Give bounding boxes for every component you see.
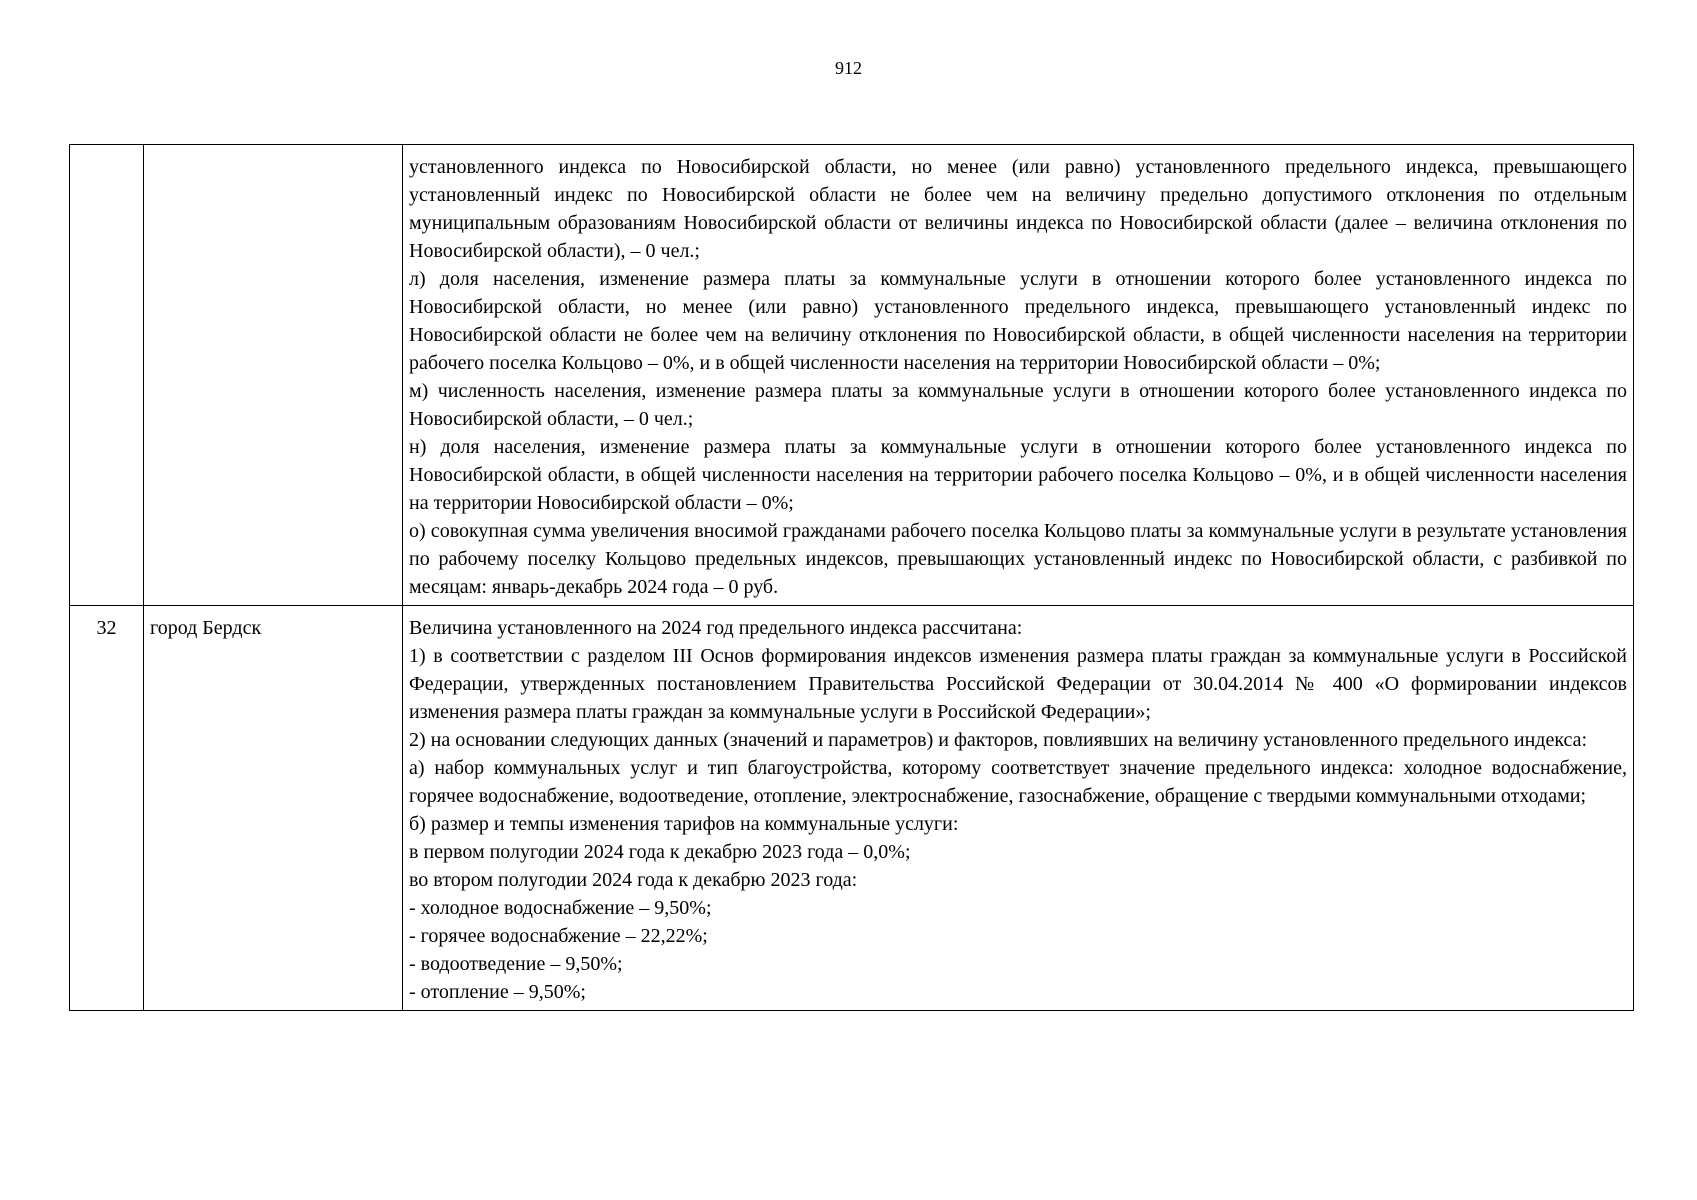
text-paragraph: Величина установленного на 2024 год предельного индекса рассчитана:	[409, 617, 1023, 639]
text-paragraph: во втором полугодии 2024 года к декабрю 2023 года:	[409, 869, 858, 891]
text-paragraph: 2) на основании следующих данных (значений и параметров) и факторов, повлиявших на величину установленного предельного индекса:	[409, 729, 1588, 751]
description-cell	[403, 606, 1634, 1011]
row-number-cell: 32	[70, 606, 144, 1011]
text-paragraph: о) совокупная сумма увеличения вносимой гражданами рабочего поселка Кольцово платы за коммунальные услуги в результате установления по рабочему поселку Кольцово предельных индексов, превышающих установленный индекс по Новосибирской области, с разбивкой по месяцам: январь-декабрь 2024 года – 0 руб.	[409, 520, 1627, 598]
text-paragraph: - водоотведение – 9,50%;	[409, 953, 623, 975]
text-paragraph: 1) в соответствии с разделом III Основ формирования индексов изменения размера платы граждан за коммунальные услуги в Российской Федерации, утвержденных постановлением Правительства Российской Федерации от 30.04.2014 № 400 «О формировании индексов изменения размера платы граждан за коммунальные услуги в Российской Федерации»;	[409, 645, 1627, 723]
text-paragraph: в первом полугодии 2024 года к декабрю 2023 года – 0,0%;	[409, 841, 911, 863]
text-paragraph: а) набор коммунальных услуг и тип благоустройства, которому соответствует значение предельного индекса: холодное водоснабжение, горячее водоснабжение, водоотведение, отопление, электроснабжение, газоснабжение, обращение с твердыми коммунальными отходами;	[409, 757, 1627, 807]
text-paragraph: - холодное водоснабжение – 9,50%;	[409, 897, 712, 919]
row-number-cell	[70, 145, 144, 606]
page-number: 912	[835, 58, 862, 78]
document-table	[69, 144, 1634, 1011]
table-row	[70, 606, 1634, 1011]
text-paragraph: н) доля населения, изменение размера платы за коммунальные услуги в отношении которого более установленного индекса по Новосибирской области, в общей численности населения на территории рабочего поселка Кольцово – 0%, и в общей численности населения на территории Новосибирской области – 0%;	[409, 436, 1627, 514]
table-row	[70, 145, 1634, 606]
text-paragraph: б) размер и темпы изменения тарифов на коммунальные услуги:	[409, 813, 959, 835]
text-paragraph: установленного индекса по Новосибирской области, но менее (или равно) установленного предельного индекса, превышающего установленный индекс по Новосибирской области не более чем на величину предельно допустимого отклонения по отдельным муниципальным образованиям Новосибирской области от величины индекса по Новосибирской области (далее – величина отклонения по Новосибирской области), – 0 чел.;	[409, 156, 1627, 262]
text-paragraph: - горячее водоснабжение – 22,22%;	[409, 925, 708, 947]
municipality-name-cell	[144, 145, 403, 606]
text-paragraph: л) доля населения, изменение размера платы за коммунальные услуги в отношении которого более установленного индекса по Новосибирской области, но менее (или равно) установленного предельного индекса, превышающего установленный индекс по Новосибирской области не более чем на величину отклонения по Новосибирской области, в общей численности населения на территории рабочего поселка Кольцово – 0%, и в общей численности населения на территории Новосибирской области – 0%;	[409, 268, 1627, 374]
municipality-name-cell: город Бердск	[144, 606, 403, 1011]
description-cell	[403, 145, 1634, 606]
text-paragraph: м) численность населения, изменение размера платы за коммунальные услуги в отношении которого более установленного индекса по Новосибирской области, – 0 чел.;	[409, 380, 1627, 430]
text-paragraph: - отопление – 9,50%;	[409, 981, 586, 1003]
